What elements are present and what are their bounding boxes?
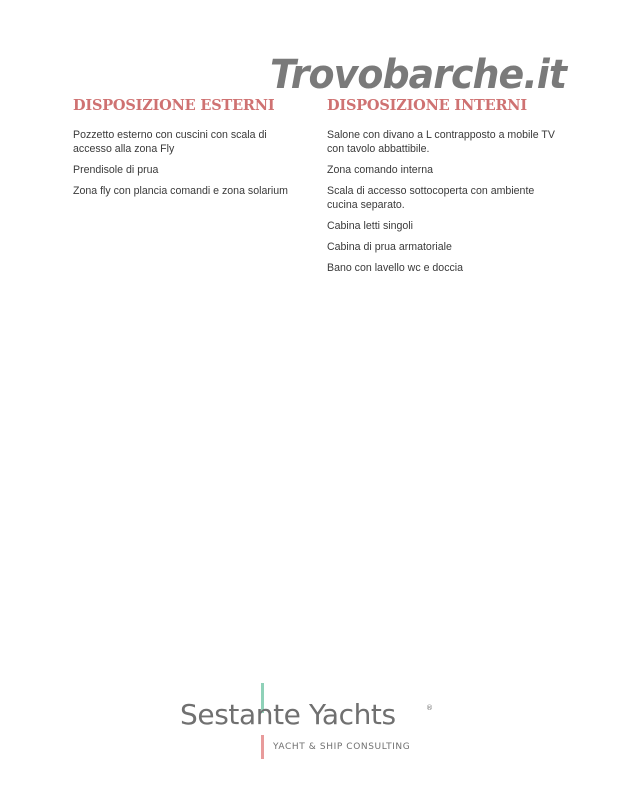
list-item: Scala di accesso sottocoperta con ambiente cucina separato. [327,185,535,211]
exterior-layout-list [73,128,308,198]
exterior-layout-section [73,97,308,205]
exterior-layout-heading: DISPOSIZIONE ESTERNI [73,97,275,114]
interior-layout-section [327,97,557,282]
registered-mark: ® [426,704,433,712]
list-item: Cabina letti singoli [327,220,413,232]
logo-accent-red-line [261,735,264,759]
list-item: Pozzetto esterno con cuscini con scala di accesso alla zona Fly [73,129,267,155]
list-item: Zona fly con plancia comandi e zona solarium [73,185,288,197]
sestante-yachts-logo [178,680,440,764]
logo-brand-name: Sestante Yachts [180,698,396,731]
list-item: Prendisole di prua [73,164,159,176]
list-item: Bano con lavello wc e doccia [327,262,464,274]
interior-layout-heading: DISPOSIZIONE INTERNI [327,97,527,114]
list-item: Cabina di prua armatoriale [327,241,452,253]
trovobarche-watermark [266,52,570,96]
logo-tagline: YACHT & SHIP CONSULTING [273,742,411,752]
interior-layout-list [327,128,557,275]
list-item: Zona comando interna [327,164,434,176]
list-item: Salone con divano a L contrapposto a mobile TV con tavolo abbattibile. [327,129,555,155]
watermark-text: Trovobarche.it [270,52,569,96]
